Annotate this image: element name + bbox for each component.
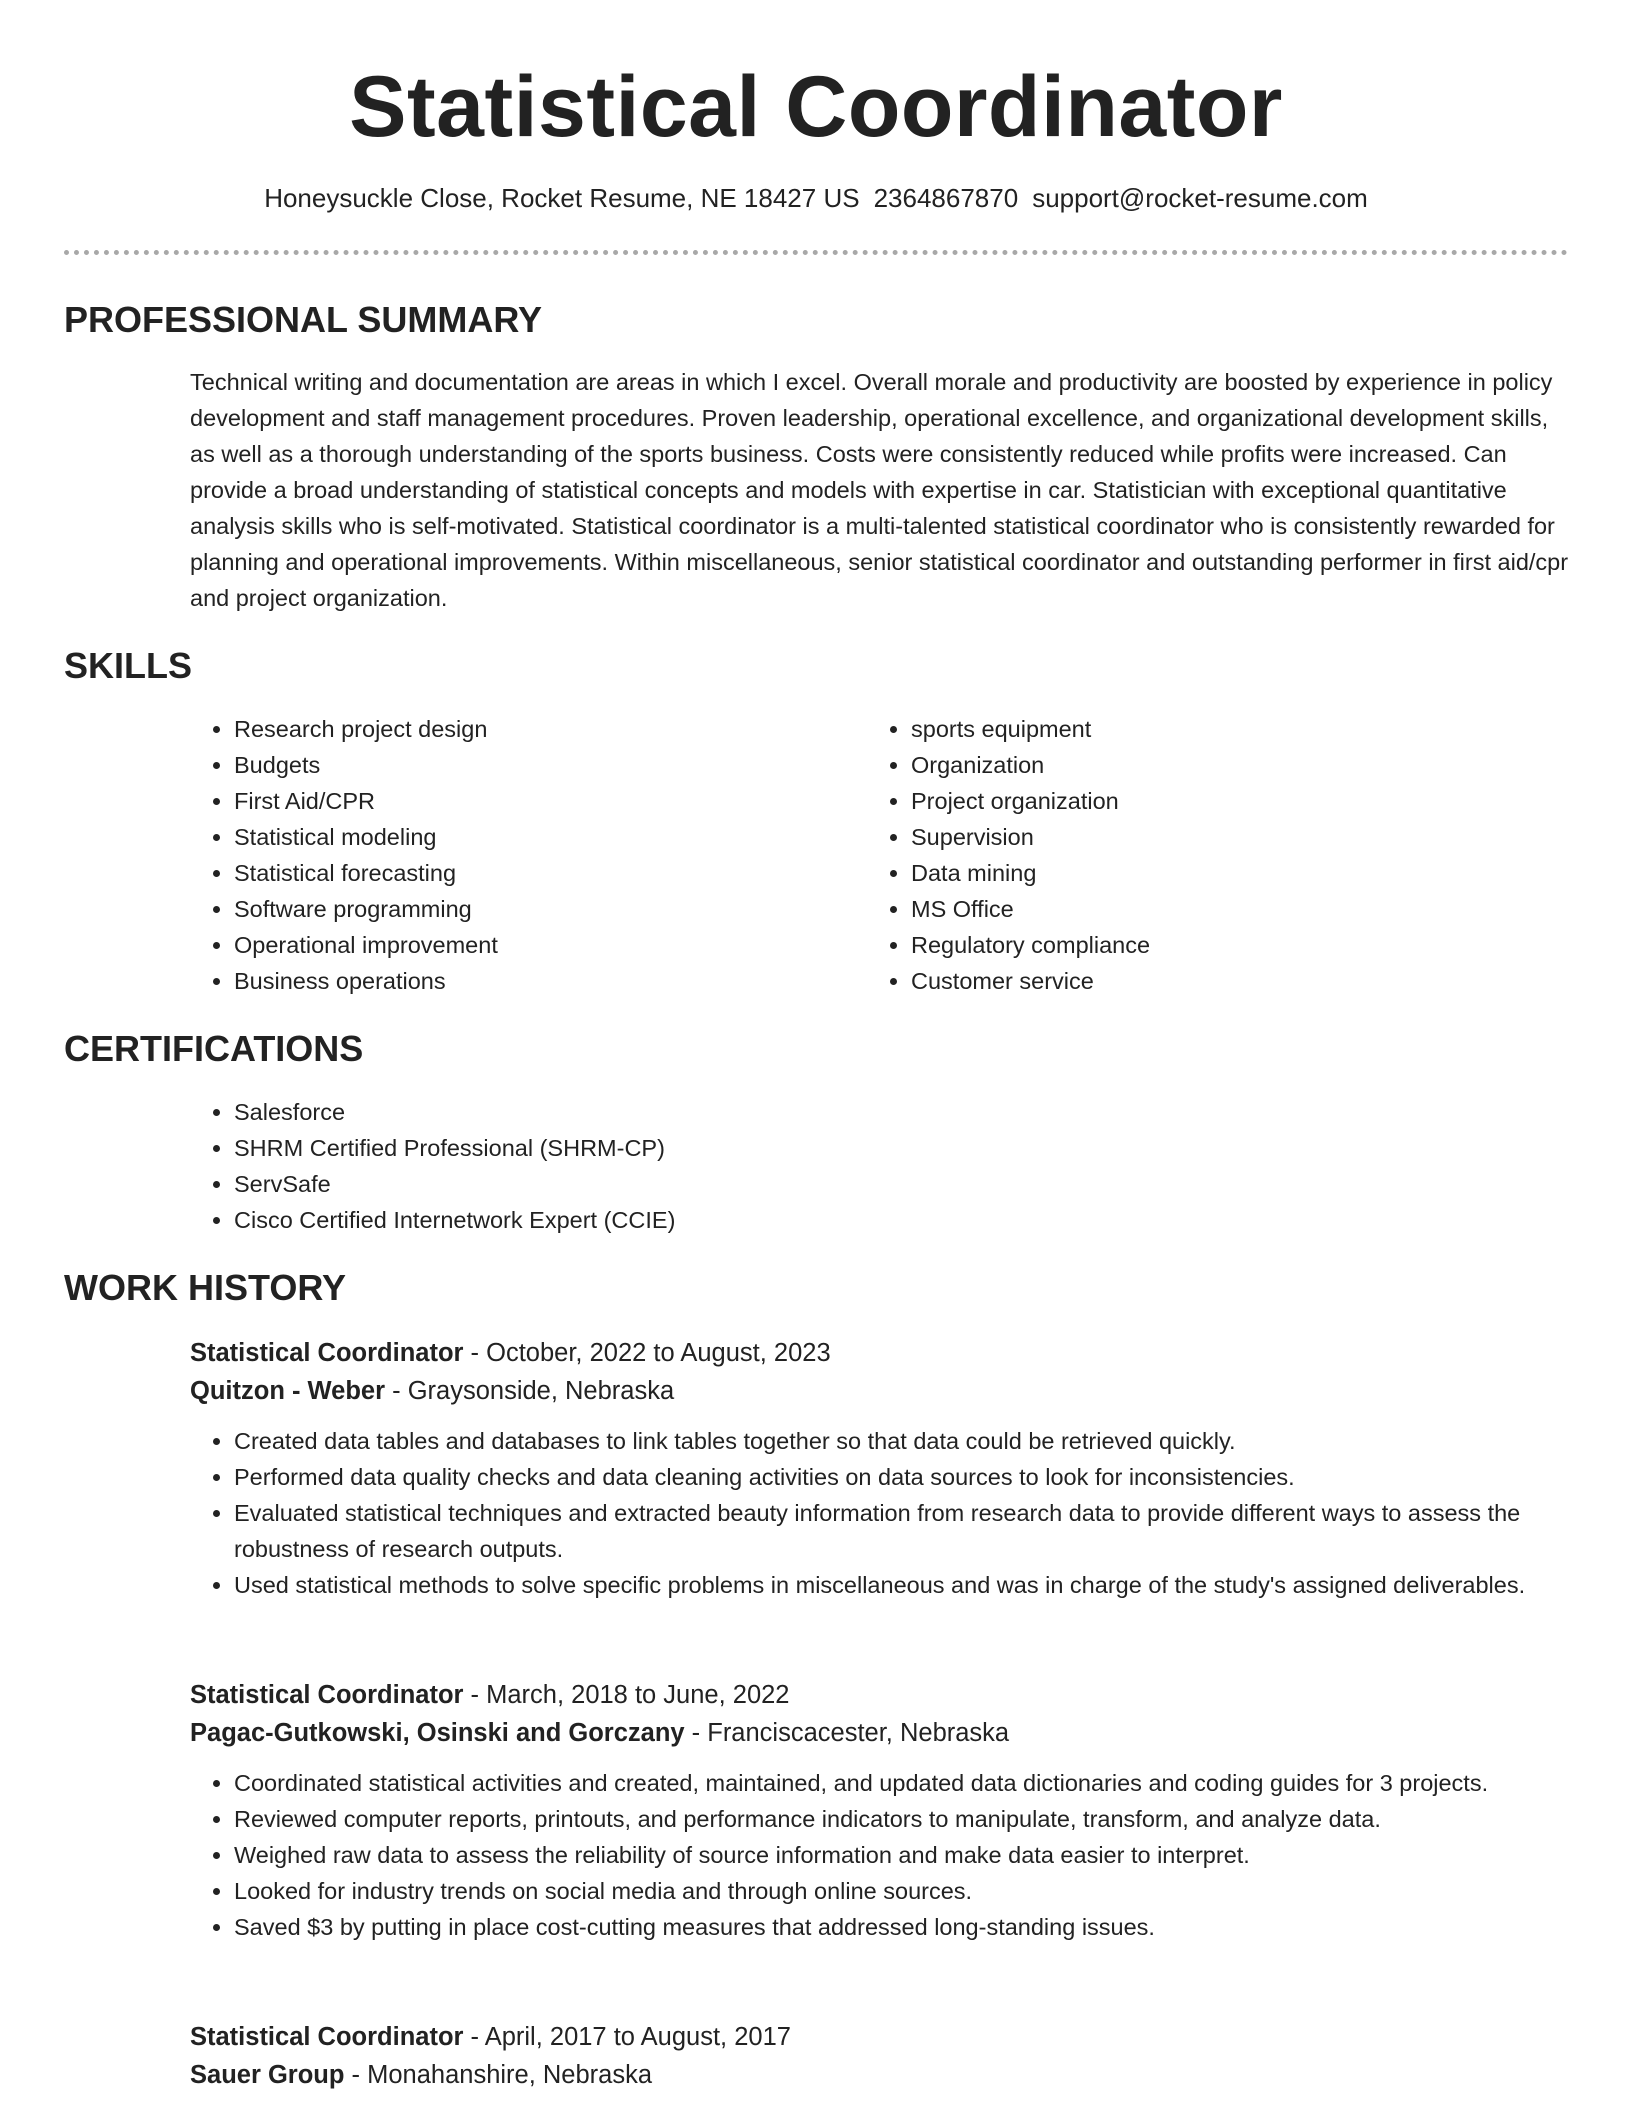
skill-item: • First Aid/CPR [234, 783, 850, 819]
skill-item: • Supervision [911, 819, 1527, 855]
contact-address: Honeysuckle Close, Rocket Resume, NE 18427 US [264, 183, 860, 213]
section-title-work-history: WORK HISTORY [64, 1267, 347, 1308]
skills-column-right [867, 711, 1527, 999]
job-company: Quitzon - Weber [190, 1377, 386, 1405]
skills-list-right [867, 711, 1527, 999]
skill-item: • sports equipment [911, 711, 1527, 747]
job-title-line [190, 1334, 1570, 1372]
skill-item: • Operational improvement [234, 927, 850, 963]
job-location: - Graysonside, Nebraska [385, 1377, 675, 1405]
job-bullet: • Performed data quality checks and data cleaning activities on data sources to look for inconsistencies. [234, 1459, 1570, 1495]
job-company-line [190, 1372, 1570, 1410]
job-dates: - April, 2017 to August, 2017 [463, 2023, 791, 2051]
job-title-line [190, 1676, 1570, 1714]
skill-item: • MS Office [911, 891, 1527, 927]
contact-email: support@rocket-resume.com [1032, 183, 1368, 213]
skill-item: • Regulatory compliance [911, 927, 1527, 963]
job-title-line [190, 2018, 1570, 2056]
skill-item: • Business operations [234, 963, 850, 999]
job-dates: - March, 2018 to June, 2022 [463, 1681, 790, 1709]
job-bullet: • Created data tables and databases to link tables together so that data could be retrieved quickly. [234, 1423, 1570, 1459]
skill-item: • Customer service [911, 963, 1527, 999]
skill-item: • Budgets [234, 747, 850, 783]
header-divider [64, 250, 1568, 255]
job-dates: - October, 2022 to August, 2023 [463, 1339, 831, 1367]
section-title-skills: SKILLS [64, 645, 193, 686]
job-company: Sauer Group [190, 2061, 345, 2089]
job-title: Statistical Coordinator [190, 1681, 464, 1709]
job-bullet: • Used statistical methods to solve specific problems in miscellaneous and was in charge of the study's assigned deliverables. [234, 1567, 1570, 1603]
job-bullet: • Coordinated statistical activities and created, maintained, and updated data dictionaries and coding guides for 3 projects. [234, 1765, 1570, 1801]
job-bullet: • Reviewed computer reports, printouts, and performance indicators to manipulate, transform, and analyze data. [234, 1801, 1570, 1837]
skill-item: • Data mining [911, 855, 1527, 891]
job-company-line [190, 2056, 1570, 2094]
job-bullets [190, 1765, 1570, 1945]
job-company-line [190, 1714, 1570, 1752]
certifications-list [190, 1094, 1390, 1238]
job-bullets [190, 1423, 1570, 1603]
job-bullet: • Evaluated statistical techniques and extracted beauty information from research data to provide different ways to assess the robustness of research outputs. [234, 1495, 1570, 1567]
job-title: Statistical Coordinator [190, 1339, 464, 1367]
skill-item: • Statistical forecasting [234, 855, 850, 891]
section-title-summary: PROFESSIONAL SUMMARY [64, 299, 543, 340]
certification-item: • Cisco Certified Internetwork Expert (CCIE) [234, 1202, 1390, 1238]
skills-column-left [190, 711, 850, 999]
skill-item: • Research project design [234, 711, 850, 747]
certification-item: • SHRM Certified Professional (SHRM-CP) [234, 1130, 1390, 1166]
skill-item: • Software programming [234, 891, 850, 927]
job-title: Statistical Coordinator [190, 2023, 464, 2051]
job-bullet: • Looked for industry trends on social media and through online sources. [234, 1873, 1570, 1909]
candidate-name: Statistical Coordinator [349, 59, 1283, 155]
contact-phone: 2364867870 [873, 183, 1019, 213]
certifications-block [190, 1094, 1390, 1238]
job-entry-2 [190, 1676, 1570, 1945]
job-location: - Franciscacester, Nebraska [684, 1719, 1010, 1747]
skill-item: • Statistical modeling [234, 819, 850, 855]
job-bullet: • Weighed raw data to assess the reliability of source information and make data easier to interpret. [234, 1837, 1570, 1873]
skill-item: • Organization [911, 747, 1527, 783]
contact-line [0, 180, 1632, 216]
section-title-certifications: CERTIFICATIONS [64, 1028, 364, 1069]
job-company: Pagac-Gutkowski, Osinski and Gorczany [190, 1719, 685, 1747]
job-location: - Monahanshire, Nebraska [344, 2061, 653, 2089]
job-bullet: • Saved $3 by putting in place cost-cutting measures that addressed long-standing issues. [234, 1909, 1570, 1945]
certification-item: • ServSafe [234, 1166, 1390, 1202]
professional-summary-text: Technical writing and documentation are areas in which I excel. Overall morale and productivity are boosted by experience in policy development and staff management procedures. Proven leadership, operational excellence, and organizational development skills, as well as a thorough understanding of the sports business. Costs were consistently reduced while profits were increased. Can provide a broad understanding of statistical concepts and models with expertise in car. Statistician with exceptional quantitative analysis skills who is self-motivated. Statistical coordinator is a multi-talented statistical coordinator who is consistently rewarded for planning and operational improvements. Within miscellaneous, senior statistical coordinator and outstanding performer in first aid/cpr and project organization. [190, 369, 1569, 611]
skills-list-left [190, 711, 850, 999]
job-entry-1 [190, 1334, 1570, 1603]
certification-item: • Salesforce [234, 1094, 1390, 1130]
job-entry-3 [190, 2018, 1570, 2094]
skill-item: • Project organization [911, 783, 1527, 819]
